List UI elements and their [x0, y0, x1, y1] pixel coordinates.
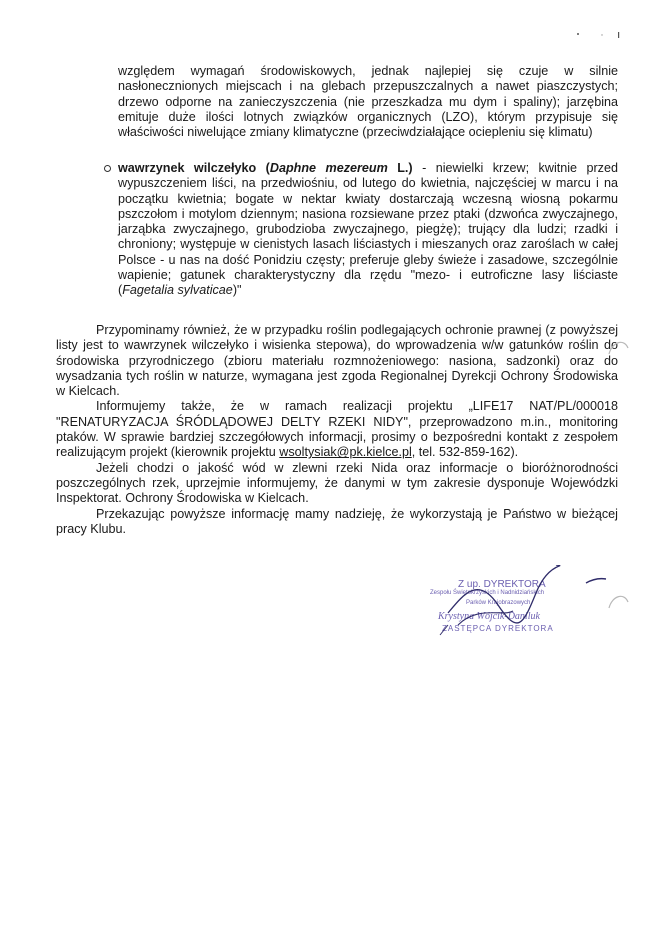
paragraph-protection: Przypominamy również, że w przypadku roślin podlegających ochronie prawnej (z powyższej listy jest to wawrzynek wilczełyko i wisienka stepowa), do wprowadzenia w/w gatunków roślin do środowiska przyrodniczego (zbioru materiału rozmnożeniowego: nasiona, sadzonki) oraz do wysadzania tych roślin w naturze, wymagana jest zgoda Regionalnej Dyrekcji Ochrony Środowiska w Kielcach. — [56, 323, 618, 399]
species-description: - niewielki krzew; kwitnie przed wypuszczeniem liści, na przedwiośniu, od lutego do kwietnia, najczęściej w marcu i na początku kwietnia; bogate w nektar kwiaty dostarczają wczesną wiosną pokarmu pszczołom i motylom dziennym; nasiona rozsiewane przez ptaki (dzwońca zwyczajnego, jarząbka zwyczajnego, grubodzioba zwyczajnego, piegżę); trujący dla ludzi; rzadki i chroniony; występuje w cienistych lasach liściastych i mieszanych oraz zaroślach w całej Polsce - u nas na dość Ponidziu częsty; preferuje gleby świeże i zasadowe, szczególnie wapienie; gatunek charakterystyczny dla rzędu "mezo- i eutroficzne lasy liściaste ( — [118, 161, 618, 298]
species-name: wawrzynek wilczełyko ( — [118, 161, 270, 175]
stamp-line-4: Krystyna Wójcik-Daniluk — [438, 611, 540, 622]
species-latin: Daphne mezereum — [269, 161, 388, 175]
project-text: Informujemy także, że w ramach realizacji projektu „LIFE17 NAT/PL/000018 "RENATURYZACJA ŚRÓDLĄDOWEJ DELTY RZEKI NIDY", przeprowadzono m.in., monitoring ptaków. W sprawie bardziej szczegółowych informacji, prosimy o bezpośredni kontakt z zespołem realizującym projekt (kierownik projektu — [56, 399, 618, 460]
stamp-line-2: Zespołu Świętokrzyskich i Nadnidziańskich — [430, 590, 545, 596]
bullet-text — [118, 161, 618, 299]
scan-mark-icon — [606, 336, 632, 358]
paragraph-project — [56, 399, 618, 460]
stamp-line-3: Parków Krajobrazowych — [466, 600, 531, 606]
species-latin-suffix: L.) — [387, 161, 413, 175]
email-link[interactable]: wsoltysiak@pk.kielce.pl — [279, 445, 412, 460]
stamp-line-5: ZASTĘPCA DYREKTORA — [442, 624, 554, 633]
paragraph-closing: Przekazując powyższe informację mamy nadzieję, że wykorzystają je Państwo w bieżącej pracy Klubu. — [56, 506, 618, 536]
continuation-paragraph — [118, 64, 618, 140]
stamp-line-1: Z up. DYREKTORA — [458, 579, 546, 590]
scan-dots-icon — [572, 28, 632, 42]
project-text-end: , tel. 532-859-162). — [411, 445, 519, 460]
paragraph-water-quality: Jeżeli chodzi o jakość wód w zlewni rzeki Nida oraz informacje o bioróżnorodności poszczególnych rzek, uprzejmie informujemy, że danymi w tym zakresie dysponuje Wojewódzki Inspektorat. Ochrony Środowiska w Kielcach. — [56, 460, 618, 506]
bullet-circle-icon — [104, 165, 111, 172]
body-paragraphs — [56, 323, 618, 537]
handwritten-signature-icon — [418, 565, 608, 645]
signature-stamp — [418, 565, 608, 645]
species-order-latin: Fagetalia sylvaticae — [122, 283, 233, 298]
continuation-text: względem wymagań środowiskowych, jednak najlepiej się czuje w silnie nasłonecznionych miejscach i na glebach przepuszczalnych a nawet piaszczystych; drzewo odporne na zanieczyszczenia (nie przeszkadza mu dym i spaliny); jarzębina emituje duże ilości lotnych związków organicznych (LZO), którym przypisuje się właściwości niwelujące zmiany klimatyczne (przeciwdziałające ociepleniu się klimatu) — [118, 64, 618, 140]
species-description-end: )" — [232, 283, 242, 298]
bullet-item-wawrzynek — [118, 161, 618, 299]
scan-mark-icon — [606, 590, 632, 612]
